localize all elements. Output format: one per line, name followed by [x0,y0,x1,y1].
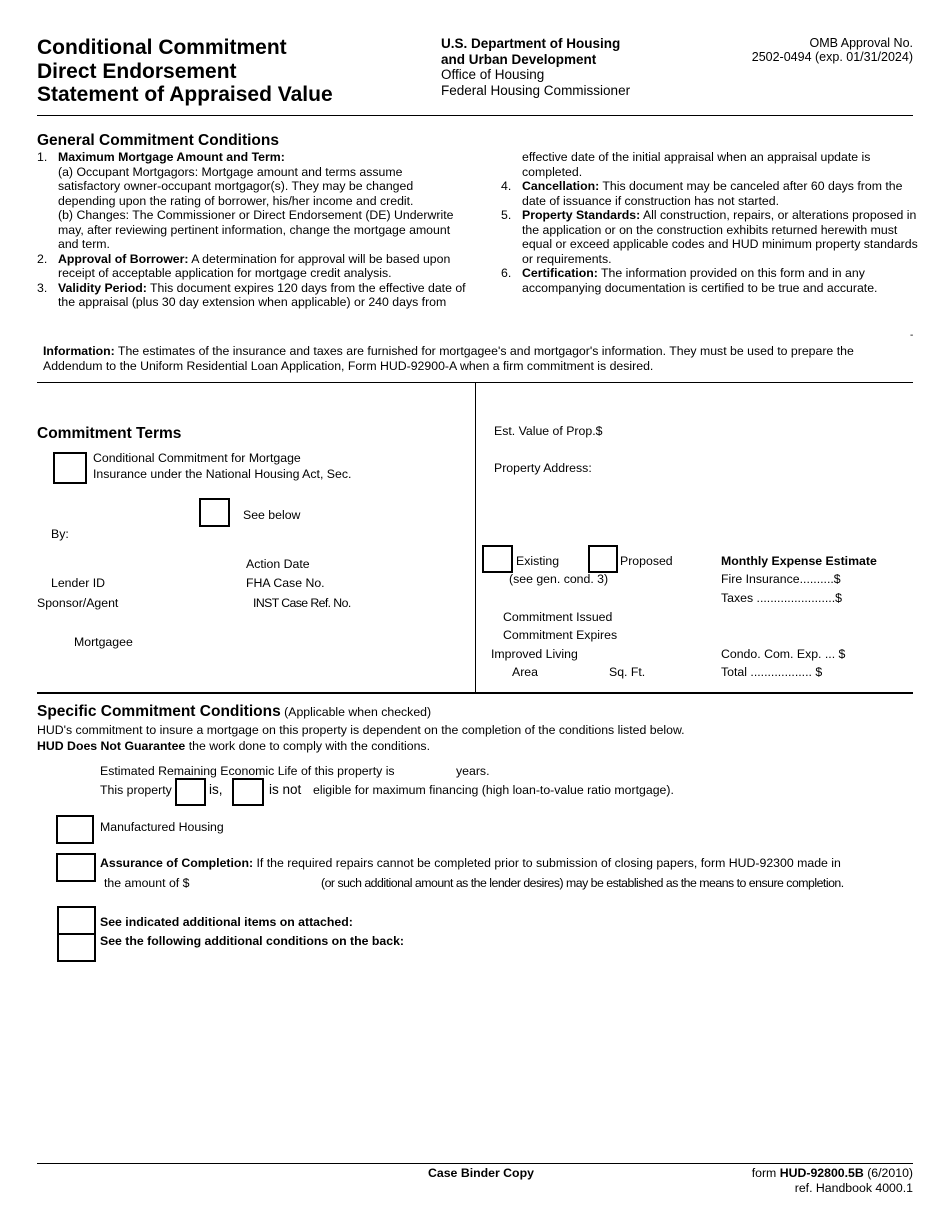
eligible-label: eligible for maximum financing (high loan-to-value ratio mortgage). [313,783,674,797]
omb-approval [752,36,913,64]
manufactured-housing-checkbox[interactable] [56,815,94,844]
condition-item: 5. Property Standards: All construction, repairs, or alterations proposed in the application or on the construction exhibits returned herewith must equal or exceed applicable codes and HUD minimum property standards or requirements. [501,208,918,266]
total-row: Total .................. $ [721,665,823,679]
is-label: is, [209,782,223,797]
is-not-eligible-checkbox[interactable] [232,778,264,806]
is-not-label: is not [269,782,302,797]
case-binder-copy: Case Binder Copy [428,1166,534,1180]
existing-checkbox[interactable] [482,545,513,573]
monthly-expense-heading: Monthly Expense Estimate [721,554,877,568]
is-eligible-checkbox[interactable] [175,778,206,806]
terms-divider [37,692,913,694]
conditional-commitment-label: Conditional Commitment for Mortgage [93,451,301,465]
see-gen-cond-label: (see gen. cond. 3) [509,572,609,586]
condition-item: 6. Certification: The information provided on this form and in any accompanying documentation is certified to be true and accurate. [501,266,878,295]
sqft-label: Sq. Ft. [609,665,646,679]
omb-line: OMB Approval No. [809,36,913,50]
conditional-commitment-label: Insurance under the National Housing Act, Sec. [93,467,352,481]
area-label: Area [512,665,538,679]
footer-divider [37,1163,913,1164]
est-value-label: Est. Value of Prop.$ [494,424,603,438]
attached-items-checkbox[interactable] [57,906,96,935]
proposed-label: Proposed [620,554,673,568]
fire-insurance-row: Fire Insurance..........$ [721,572,841,586]
general-conditions-left [37,150,477,310]
see-below-label: See below [243,508,301,522]
attached-items-label: See indicated additional items on attached: [100,915,353,929]
terms-column-divider [475,382,476,692]
stray-mark: - [910,330,914,341]
header-divider [37,115,913,116]
see-below-checkbox[interactable] [199,498,230,527]
assurance-checkbox[interactable] [56,853,96,882]
condition-item: 4. Cancellation: This document may be canceled after 60 days from the date of issuance if construction has not started. [501,179,903,208]
commitment-expires-label: Commitment Expires [503,628,618,642]
condition-item: 2. Approval of Borrower: A determination for approval will be based upon receipt of acceptable application for mortgage credit analysis. [37,251,451,280]
amount-label: the amount of $ [104,876,190,890]
proposed-checkbox[interactable] [588,545,618,573]
agency-block [441,36,630,98]
condo-row: Condo. Com. Exp. ... $ [721,647,846,661]
sponsor-agent-label: Sponsor/Agent [37,596,119,610]
property-address-label: Property Address: [494,461,592,475]
this-property-label: This property [100,783,172,797]
back-conditions-label: See the following additional conditions on the back: [100,934,405,948]
remaining-life-label: Estimated Remaining Economic Life of this property is [100,764,395,778]
back-conditions-checkbox[interactable] [57,933,96,962]
form-title [37,36,333,107]
omb-line: 2502-0494 (exp. 01/31/2024) [751,50,913,64]
commitment-issued-label: Commitment Issued [503,610,613,624]
commitment-terms-heading: Commitment Terms [37,425,182,442]
title-line: Statement of Appraised Value [37,83,333,106]
general-conditions-right [501,150,929,295]
specific-intro: HUD's commitment to insure a mortgage on this property is dependent on the completion of the conditions listed below. [37,723,685,737]
form-number: form HUD-92800.5B (6/2010) ref. Handbook 4000.1 [751,1166,913,1195]
section-checkbox[interactable] [53,452,87,484]
specific-conditions-heading: Specific Commitment Conditions (Applicable when checked) [37,703,432,720]
action-date-label: Action Date [246,557,310,571]
manufactured-housing-label: Manufactured Housing [100,820,224,834]
taxes-row: Taxes .......................$ [721,591,842,605]
improved-living-label: Improved Living [491,647,578,661]
existing-label: Existing [516,554,560,568]
information-note: Information: The estimates of the insurance and taxes are furnished for mortgagee's and mortgagor's information. They must be used to prepare the Addendum to the Uniform Residential Loan Application, Form HUD-92900-A when a firm commitment is desired. [43,344,854,373]
mortgagee-label: Mortgagee [74,635,133,649]
general-conditions-heading: General Commitment Conditions [37,132,279,149]
inst-case-label: INST Case Ref. No. [253,596,351,610]
amount-note: (or such additional amount as the lender desires) may be established as the means to ensure completion. [321,876,844,890]
condition-item: 3. Validity Period: This document expires 120 days from the effective date of the appraisal (plus 30 day extension when applicable) or 240 days from [37,280,466,309]
lender-id-label: Lender ID [51,576,106,590]
condition-item: 1. Maximum Mortgage Amount and Term: (a) Occupant Mortgagors: Mortgage amount and terms assume satisfactory owner-occupant mortgagor(s). They may be changed depending upon the rating of borrower, his/her income and credit. (b) Changes: The Commissioner or Direct Endorsement (DE) Underwrite may, after reviewing pertinent information, change the mortgage amount and term. [37,150,454,251]
condition-continuation: effective date of the initial appraisal when an appraisal update is completed. [522,150,871,179]
title-line: Direct Endorsement [37,59,237,83]
fha-case-label: FHA Case No. [246,576,325,590]
years-label: years. [456,764,490,778]
by-label: By: [51,527,69,541]
agency-line: and Urban Development [441,51,597,67]
agency-line: Federal Housing Commissioner [441,82,631,98]
hud-guarantee-note: HUD Does Not Guarantee the work done to comply with the conditions. [37,739,430,753]
title-line: Conditional Commitment [37,36,287,59]
assurance-label: Assurance of Completion: If the required repairs cannot be completed prior to submission of closing papers, form HUD-92300 made in [100,856,841,870]
agency-line: Office of Housing [441,67,545,82]
agency-line: U.S. Department of Housing [441,36,621,51]
